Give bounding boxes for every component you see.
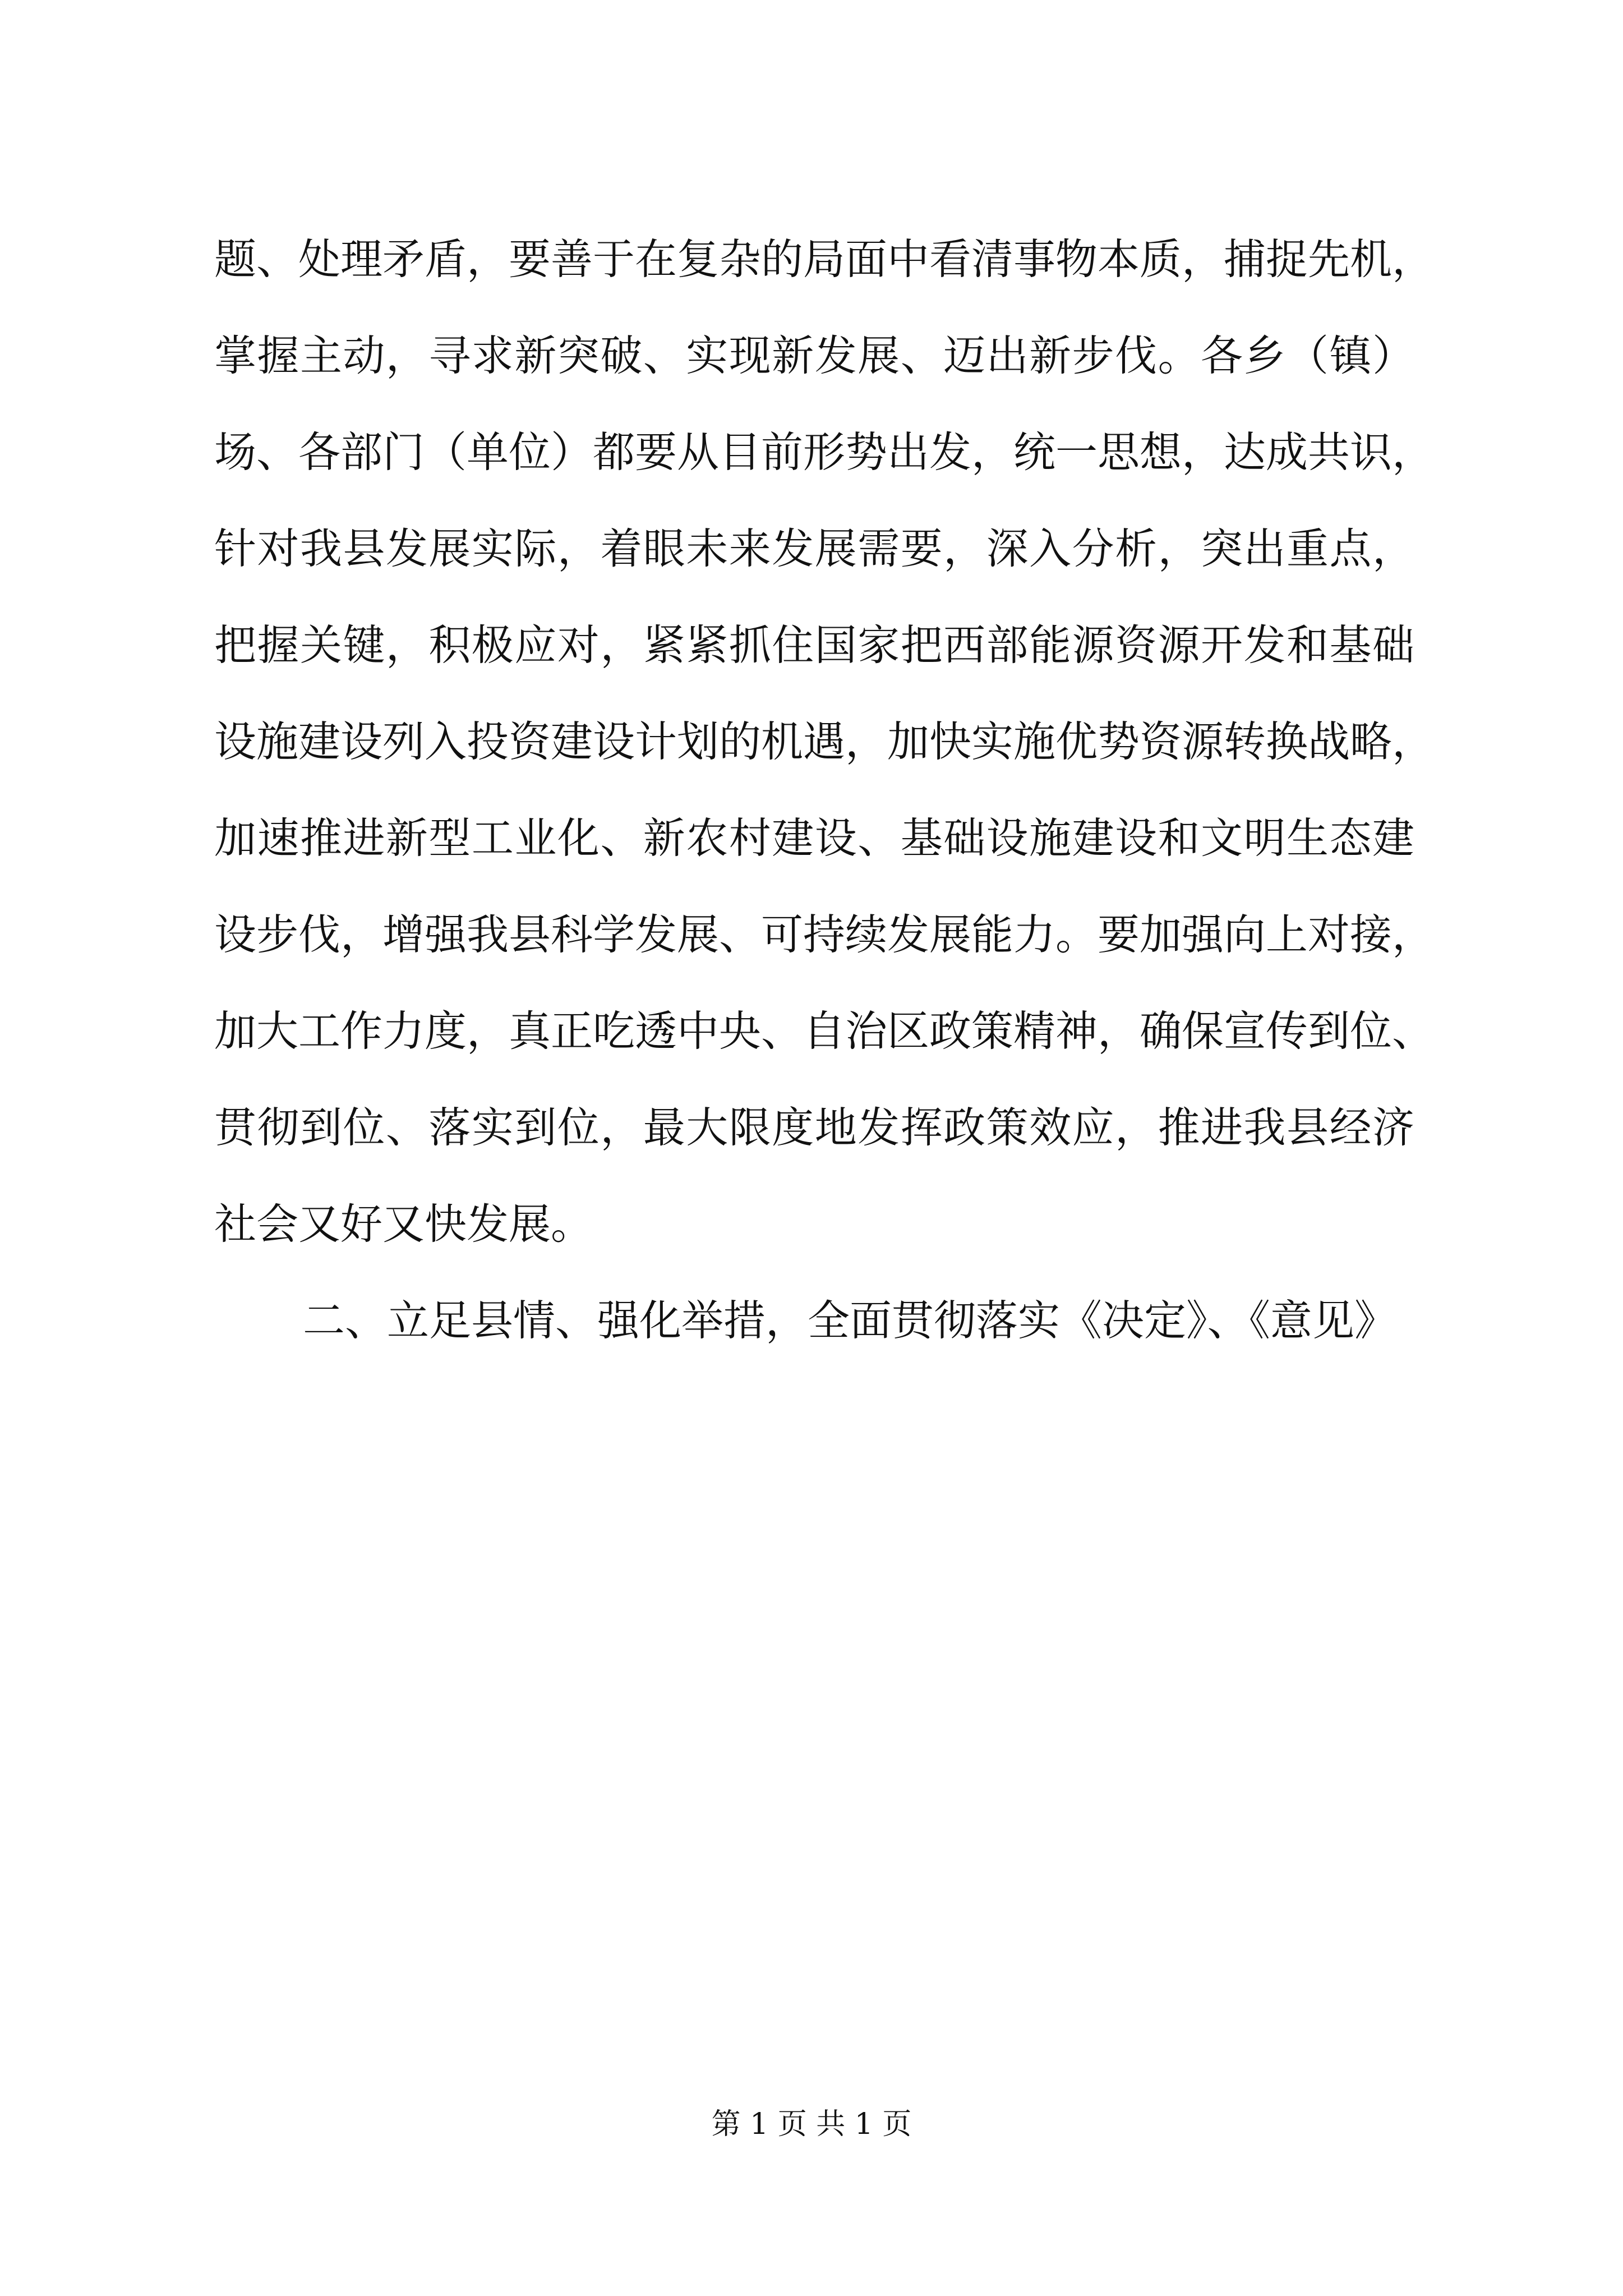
body-text xyxy=(214,211,1435,1369)
body-line-10: 贯彻到位、落实到位，最大限度地发挥政策效应，推进我县经济 xyxy=(214,1103,1414,1152)
body-line-4: 针对我县发展实际，着眼未来发展需要，深入分析，突出重点， xyxy=(214,524,1414,573)
body-line-3: 场、各部门（单位）都要从目前形势出发，统一思想，达成共识， xyxy=(214,427,1435,477)
body-line-9: 加大工作力度，真正吃透中央、自治区政策精神，确保宣传到位、 xyxy=(214,1006,1435,1056)
body-line-2: 掌握主动，寻求新突破、实现新发展、迈出新步伐。各乡（镇） xyxy=(214,331,1414,380)
body-line-1: 题、处理矛盾，要善于在复杂的局面中看清事物本质，捕捉先机， xyxy=(214,234,1435,284)
body-line-5: 把握关键，积极应对，紧紧抓住国家把西部能源资源开发和基础 xyxy=(214,620,1414,670)
body-line-6: 设施建设列入投资建设计划的机遇，加快实施优势资源转换战略， xyxy=(214,717,1435,766)
body-line-8: 设步伐，增强我县科学发展、可持续发展能力。要加强向上对接， xyxy=(214,910,1435,959)
body-line-11: 社会又好又快发展。 xyxy=(214,1199,593,1249)
body-line-7: 加速推进新型工业化、新农村建设、基础设施建设和文明生态建 xyxy=(214,813,1414,863)
page-footer: 第 1 页 共 1 页 xyxy=(711,2108,912,2141)
section-heading: 二、立足县情、强化举措，全面贯彻落实《决定》、《意见》 xyxy=(303,1296,1397,1345)
